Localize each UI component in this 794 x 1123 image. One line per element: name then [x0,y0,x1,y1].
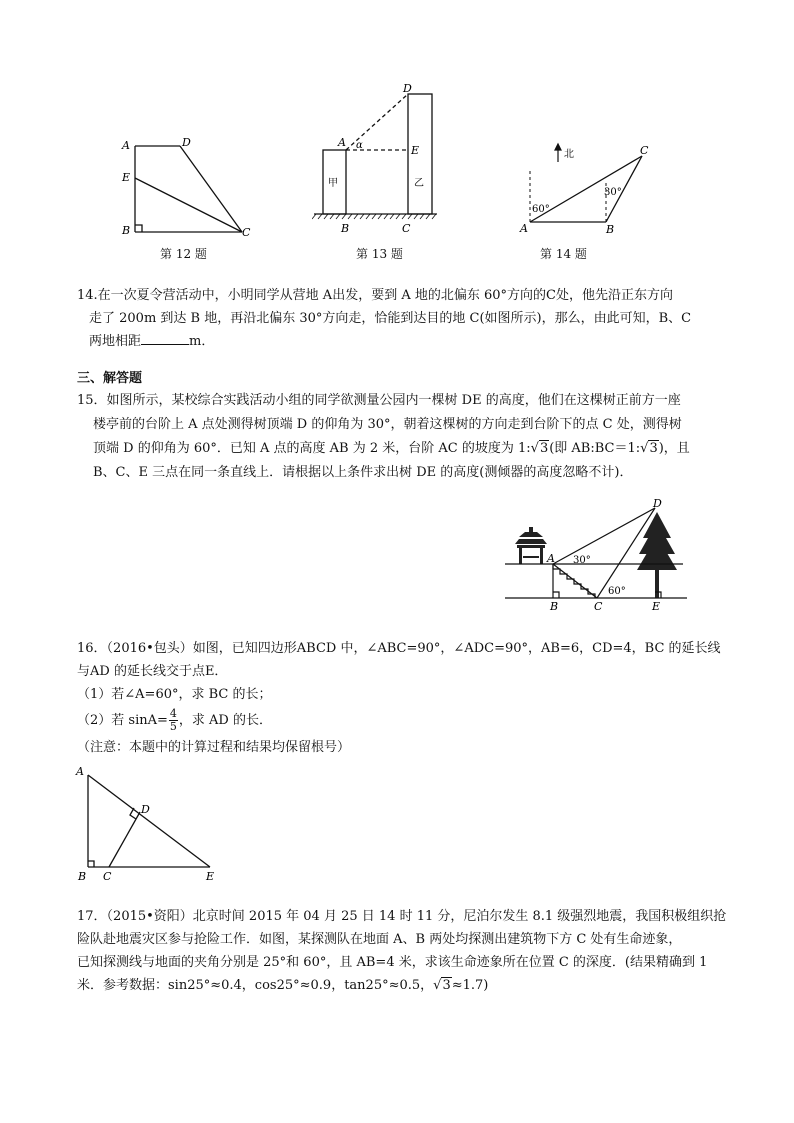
fig15-label-d: D [653,498,662,510]
figure-15 [505,498,695,613]
question-15 [77,389,727,485]
fig13-label-e: E [411,144,420,157]
figure-12 [110,132,260,242]
q15-line1: 15．如图所示，某校综合实践活动小组的同学欲测量公园内一棵树 DE 的高度，他们在这棵树正前方一座 [77,393,681,408]
fig13-caption: 第 13 题 [356,247,403,261]
fig12-label-e: E [122,171,131,184]
fig16-label-c: C [103,870,112,883]
fig14-label-angle60: 60° [532,204,550,215]
q15-line2: 楼亭前的台阶上 A 点处测得树顶端 D 的仰角为 30°，朝着这棵树的方向走到台阶下的点 C 处，测得树 [93,417,682,432]
q16-line2: 与AD 的延长线交于点E． [77,664,228,679]
fig12-label-d: D [182,136,191,149]
q16-part2a: （2）若 sinA= [77,713,168,728]
q15-line3b: (即 AB:BC＝1: [549,441,641,456]
fig16-label-e: E [206,870,215,883]
q14-line3b: m． [189,334,215,349]
q17-line4b: ≈1.7) [451,978,489,993]
fig13-label-alpha: α [356,140,363,151]
q16-fraction [169,708,178,733]
fig16-label-d: D [141,803,150,816]
q15-line3: 顶端 D 的仰角为 60°．已知 A 点的高度 AB 为 2 米，台阶 AC 的坡度为 1:√3(即 AB:BC＝1:√3)，且 [93,441,690,456]
q14-line1: 14.在一次夏令营活动中，小明同学从营地 A出发，要到 A 地的北偏东 60°方向的C处，他先沿正东方向 [77,288,673,303]
q16-part1: （1）若∠A=60°，求 BC 的长； [77,687,272,702]
fig13-label-c: C [402,222,411,235]
figure-16 [75,762,225,887]
fig12-caption: 第 12 题 [160,247,207,261]
fig13-label-yi: 乙 [414,178,424,189]
q15-line4: B、C、E 三点在同一条直线上．请根据以上条件求出树 DE 的高度(测倾器的高度忽略不计)． [93,465,633,480]
q16-frac-num: 4 [169,707,177,720]
q16-part2b: ，求 AD 的长． [178,713,272,728]
q16-line1: 16．（2016•包头）如图，已知四边形ABCD 中，∠ABC=90°，∠ADC=90°，AB=6，CD=4，BC 的延长线 [77,641,721,656]
fig13-label-d: D [403,82,412,95]
fig14-label-angle30: 30° [604,187,622,198]
fig12-label-c: C [242,226,251,239]
q14-line3a: 两地相距 [89,334,142,349]
section-title: 三、解答题 [77,371,143,386]
q17-line4a: 米．参考数据：sin25°≈0.4，cos25°≈0.9，tan25°≈0.5， [77,978,434,993]
figure-14 [510,140,660,240]
fig13-label-jia: 甲 [328,178,338,189]
fig15-label-angle30: 30° [573,555,591,566]
fig13-label-a: A [338,136,346,149]
q14-answer-blank [141,332,189,345]
q16-frac-den: 5 [169,720,177,733]
q17-line1: 17．（2015•资阳）北京时间 2015 年 04 月 25 日 14 时 11 分，尼泊尔发生 8.1 级强烈地震，我国积极组织抢 [77,909,727,924]
fig15-label-e: E [652,600,661,613]
q14-line2: 走了 200m 到达 B 地，再沿北偏东 30°方向走，恰能到达目的地 C(如图所示)，那么，由此可知，B、C [89,311,692,326]
fig14-label-north: 北 [564,149,574,160]
q14-line3 [77,330,727,353]
q16-note: （注意：本题中的计算过程和结果均保留根号） [77,740,351,755]
fig16-label-b: B [78,870,87,883]
fig16-label-a: A [76,765,84,778]
q17-line2: 险队赴地震灾区参与抢险工作．如图，某探测队在地面 A、B 两处均探测出建筑物下方 C 处有生命迹象， [77,932,682,947]
q15-line3a: 顶端 D 的仰角为 60°．已知 A 点的高度 AB 为 2 米，台阶 AC 的坡度为 1: [93,441,531,456]
fig14-caption: 第 14 题 [540,247,587,261]
fig14-label-a: A [520,222,528,235]
fig12-label-b: B [122,224,131,237]
q17-line4: 米．参考数据：sin25°≈0.4，cos25°≈0.9，tan25°≈0.5，√3≈1.7) [77,978,489,993]
figure-13 [312,80,452,235]
question-16 [77,637,727,759]
fig15-label-angle60: 60° [608,586,626,597]
q16-part2 [77,706,727,736]
q15-sqrt-a: 3 [539,441,549,456]
q15-line3c: )，且 [658,441,690,456]
question-14 [77,284,727,353]
fig14-label-c: C [640,144,649,157]
fig15-label-b: B [550,600,559,613]
fig15-label-a: A [547,552,555,565]
q17-line3: 已知探测线与地面的夹角分别是 25°和 60°，且 AB=4 米，求该生命迹象所在位置 C 的深度．(结果精确到 1 [77,955,708,970]
fig14-label-b: B [606,223,615,236]
question-17 [77,905,727,997]
q15-sqrt-b: 3 [649,441,658,456]
fig13-label-b: B [341,222,350,235]
fig15-label-c: C [594,600,603,613]
fig12-label-a: A [122,139,130,152]
q17-sqrt: 3 [442,978,451,993]
